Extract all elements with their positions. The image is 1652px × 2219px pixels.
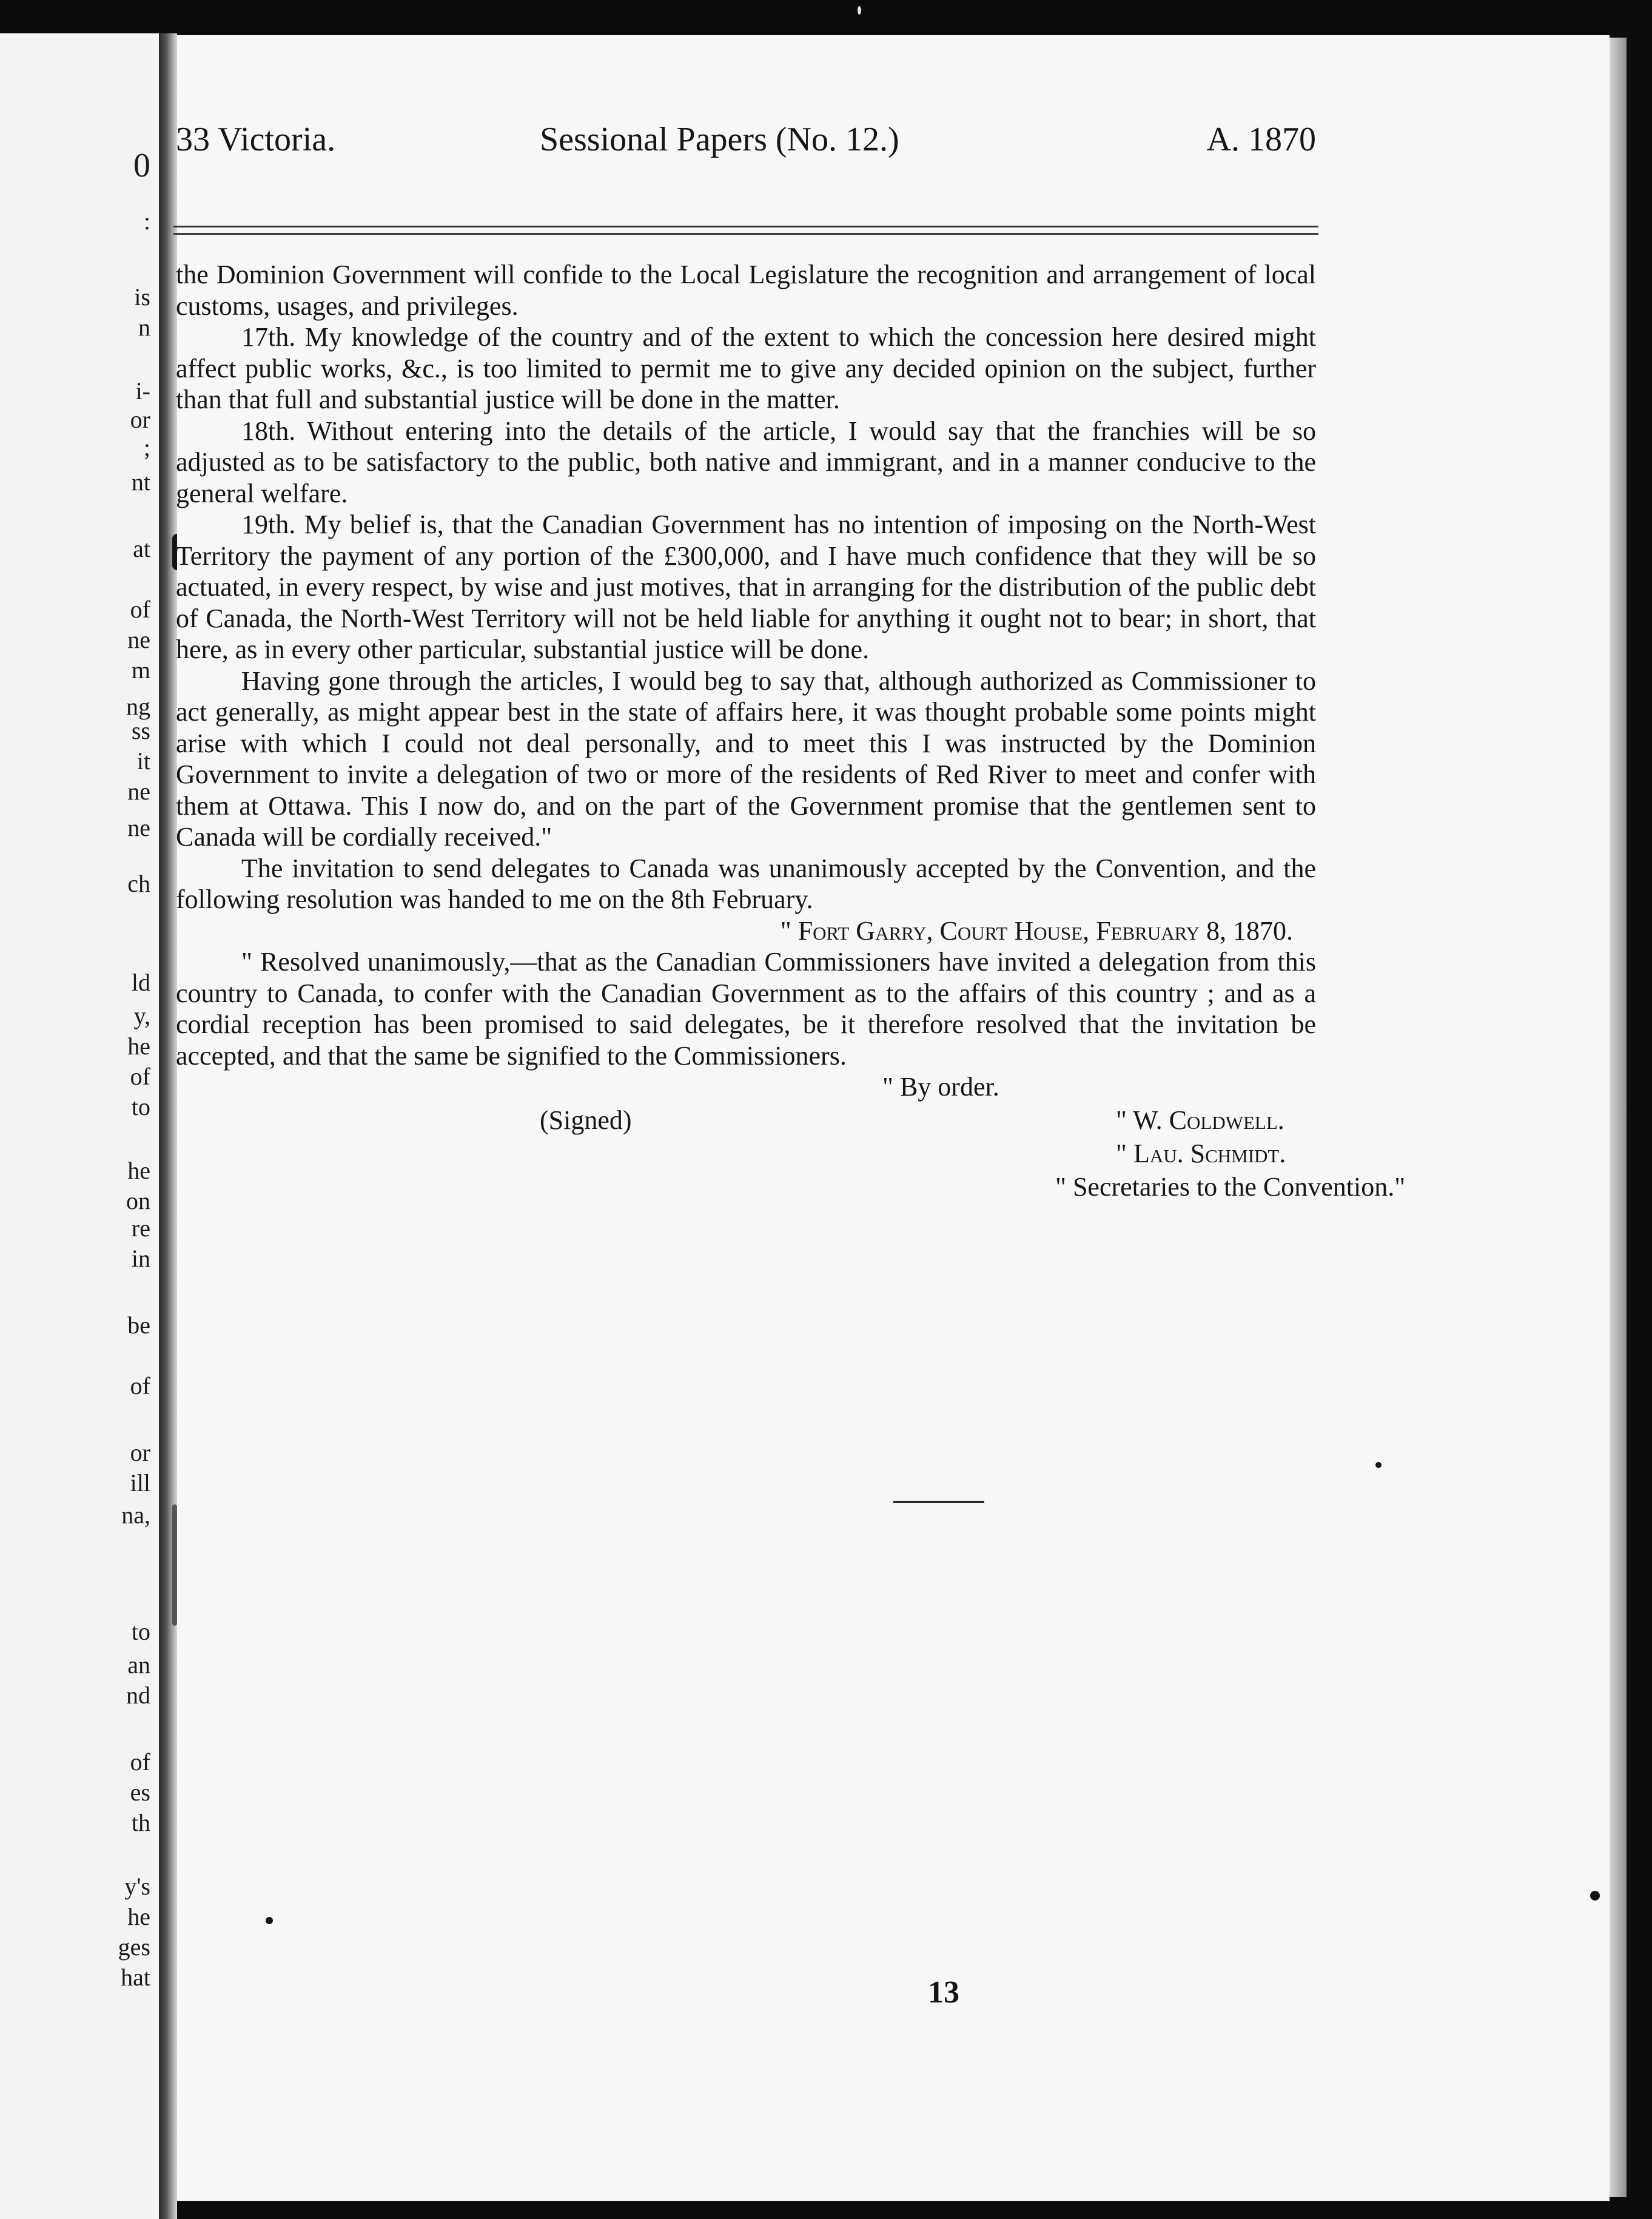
page-number: 13 [928,1975,959,2010]
book-gutter [159,33,177,2219]
adjacent-page-fragment: hat [121,1964,150,1991]
binding-thread-mark [172,1504,177,1626]
adjacent-page-fragment: or [130,406,150,433]
adjacent-page-fragment: he [127,1032,150,1060]
adjacent-page-fragment: to [131,1618,150,1645]
adjacent-page-fragment: on [126,1187,150,1214]
signed-label: (Signed) [540,1105,632,1135]
adjacent-page-fragment: of [130,1372,150,1399]
adjacent-page-fragment: ne [127,814,150,841]
adjacent-page-fragment: m [131,656,150,684]
body-text [176,259,1406,1205]
paragraph-17th: 17th. My knowledge of the country and of the extent to which the concession here desired might affect public works, &c., is too limited to permit me to give any decided opinion on the subject, further than that full and substantial justice will be done in the matter. [176,322,1316,414]
adjacent-page-fragment: ne [127,778,150,805]
adjacent-page-fragment: ld [131,969,150,996]
adjacent-page-fragment: es [130,1779,150,1806]
paragraph-18th: 18th. Without entering into the details of the article, I would say that the franchies will be so adjusted as to be satisfactory to the public, both native and immigrant, and in a manner conducive to the general welfare. [176,416,1316,508]
adjacent-page-fragment: nd [126,1682,150,1709]
adjacent-page-fragment: an [127,1651,150,1679]
header-title: Sessional Papers (No. 12.) [540,121,899,158]
resolution-text: " Resolved unanimously,—that as the Canadian Commissioners have invited a delegation from this country to Canada, to confer with the Canadian Government as to the affairs of this country ; and as a cordial reception has been promised to said delegates, be it therefore resolved that the invitation be accepted, and that the same be signified to the Commissioners. [176,947,1316,1071]
adjacent-page-fragment: of [130,596,150,623]
adjacent-page-fragment: of [130,1748,150,1776]
adjacent-page-fragment: is [134,283,150,311]
page-edge-shadow [1610,38,1627,2197]
adjacent-page-fragment: be [127,1312,150,1339]
adjacent-page-fragment: ch [127,870,150,897]
adjacent-page-fragment: ne [127,626,150,653]
signature-block [176,1071,1406,1205]
adjacent-page-fragment: or [130,1439,150,1466]
section-end-rule [893,1501,984,1503]
adjacent-page-fragment: at [133,535,150,562]
header-year: A. 1870 [1206,121,1316,158]
adjacent-page-fragment: re [131,1214,150,1242]
scan-speck [266,1917,273,1924]
signatory-schmidt: " Lau. Schmidt. [1116,1139,1286,1168]
signatory-role: " Secretaries to the Convention." [1055,1172,1406,1202]
adjacent-page-fragment: he [127,1157,150,1184]
paragraph-intro: the Dominion Government will confide to the Local Legislature the recognition and arrangement of local customs, usages, and privileges. [176,260,1316,321]
adjacent-page-fragment: of [130,1063,150,1090]
adjacent-page-fragment: in [131,1245,150,1272]
adjacent-page-fragment: y's [124,1873,150,1900]
adjacent-page-fragment: he [127,1903,150,1930]
scan-speck [1590,1891,1600,1901]
signatory-coldwell: " W. Coldwell. [1116,1105,1284,1135]
scan-speck [1375,1462,1382,1468]
header-session: 33 Victoria. [176,121,336,158]
resolution-dateline: " Fort Garry, Court House, February 8, 1870. [780,915,1293,946]
adjacent-page-fragment: nt [131,468,150,496]
adjacent-page-fragment: th [131,1809,150,1836]
header-rule-top [173,226,1318,227]
adjacent-page-fragment: ; [143,434,150,461]
paragraph-invitation: The invitation to send delegates to Canada was unanimously accepted by the Convention, and the following resolution was handed to me on the 8th February. [176,853,1316,914]
header-rule-bottom [173,233,1318,235]
by-order-line: " By order. [882,1072,999,1102]
adjacent-page-fragment: : [143,207,150,235]
adjacent-page-fragment: ill [130,1469,150,1497]
adjacent-page-fragment: ges [118,1933,150,1961]
adjacent-page-fragment: n [138,314,150,341]
adjacent-page-fragment: y, [133,1002,150,1029]
paragraph-19th: 19th. My belief is, that the Canadian Government has no intention of imposing on the North-West Territory the payment of any portion of the £300,000, and I have much confidence that they will be so actuated, in every respect, by wise and just motives, that in arranging for the distribution of the public debt of Canada, the North-West Territory will not be held liable for anything it ought not to bear; in short, that here, as in every other particular, substantial justice will be done. [176,510,1316,664]
adjacent-page-fragment: 0 [133,147,150,184]
adjacent-page-fragment: ss [131,717,150,744]
adjacent-page-fragment: to [131,1093,150,1120]
adjacent-page-fragment: it [136,747,150,775]
adjacent-page-fragment: ng [126,693,150,720]
adjacent-page-fragment: i- [135,377,150,405]
running-header [176,115,1316,164]
adjacent-page-fragment: na, [121,1501,150,1529]
paragraph-articles: Having gone through the articles, I would beg to say that, although authorized as Commissioner to act generally, as might appear best in the state of affairs here, it was thought probable some points might arise with which I could not deal personally, and to meet this I was instructed by the Dominion Government to invite a delegation of two or more of the residents of Red River to meet and confer with them at Ottawa. This I now do, and on the part of the Government promise that the gentlemen sent to Canada will be cordially received." [176,665,1316,852]
scan-speck [858,6,861,15]
adjacent-page [0,33,159,2219]
